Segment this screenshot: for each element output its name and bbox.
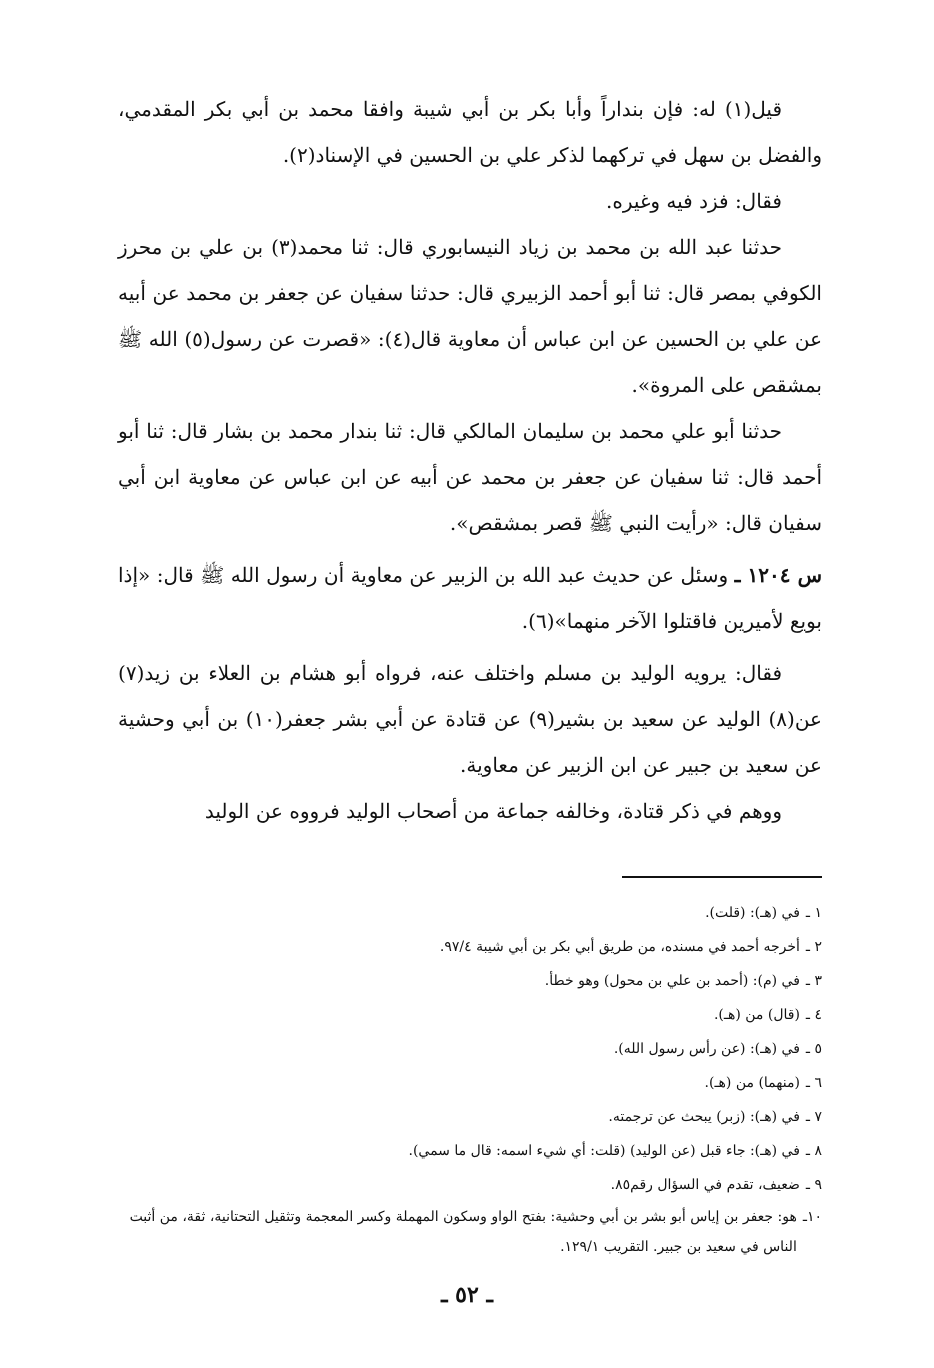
footnote-number: ١ ـ bbox=[805, 905, 822, 921]
footnote-number: ٦ ـ bbox=[805, 1075, 822, 1091]
footnote-10 bbox=[108, 1202, 822, 1262]
footnote-text: (قال) من (هـ). bbox=[713, 1007, 800, 1023]
footnote-number: ٧ ـ bbox=[805, 1109, 822, 1125]
footnote-number: ١٠ـ bbox=[802, 1209, 822, 1225]
footnote-number: ٤ ـ bbox=[805, 1007, 822, 1023]
main-text bbox=[118, 86, 822, 834]
footnote-9 bbox=[108, 1168, 822, 1202]
footnote-text: هو: جعفر بن إياس أبو بشر بن أبي وحشية: بفتح الواو وسكون المهملة وكسر المعجمة وتثقيل التحتانية، ثقة، من أثبت الناس في سعيد بن جبير. التقريب ١٢٩/١. bbox=[129, 1209, 797, 1255]
footnote-text: في (هـ): (زبر) يبحث عن ترجمته. bbox=[608, 1109, 800, 1125]
footnote-number: ٣ ـ bbox=[805, 973, 822, 989]
question-text: وسئل عن حديث عبد الله بن الزبير عن معاوية أن رسول الله ﷺ قال: «إذا بويع لأميرين فاقتلوا الآخر منهما»(٦). bbox=[118, 563, 822, 633]
footnote-text: في (هـ): (عن رأس رسول الله). bbox=[613, 1041, 800, 1057]
footnote-number: ٥ ـ bbox=[805, 1041, 822, 1057]
question-paragraph bbox=[118, 552, 822, 644]
footnote-text: ضعيف، تقدم في السؤال رقم٨٥. bbox=[610, 1177, 800, 1193]
answer-paragraph-2: ووهم في ذكر قتادة، وخالفه جماعة من أصحاب الوليد فرووه عن الوليد bbox=[204, 799, 782, 823]
paragraph-3: حدثنا عبد الله بن محمد بن زياد النيسابوري قال: ثنا محمد(٣) بن علي بن محرز الكوفي بمصر قال: ثنا أبو أحمد الزبيري قال: حدثنا سفيان عن جعفر بن محمد عن أبيه عن علي بن الحسين عن ابن عباس أن معاوية قال(٤): «قصرت عن رسول(٥) الله ﷺ بمشقص على المروة». bbox=[118, 235, 823, 397]
footnote-number: ٩ ـ bbox=[805, 1177, 822, 1193]
footnote-number: ٢ ـ bbox=[805, 939, 822, 955]
footnote-7 bbox=[108, 1100, 822, 1134]
footnote-5 bbox=[108, 1032, 822, 1066]
footnote-separator bbox=[622, 876, 822, 878]
footnote-8 bbox=[108, 1134, 822, 1168]
footnote-text: أخرجه أحمد في مسنده، من طريق أبي بكر بن أبي شيبة ٩٧/٤. bbox=[439, 939, 800, 955]
footnote-text: في (هـ): (قلت). bbox=[705, 905, 800, 921]
question-number: س ١٢٠٤ ـ bbox=[734, 563, 822, 587]
paragraph-2: فقال: فزد فيه وغيره. bbox=[606, 189, 782, 213]
answer-paragraph-1: فقال: يرويه الوليد بن مسلم واختلف عنه، فرواه أبو هشام بن العلاء بن زيد(٧) عن(٨) الوليد عن سعيد بن بشير(٩) عن قتادة عن أبي بشر جعفر(١٠) بن أبي وحشية عن سعيد بن جبير عن ابن الزبير عن معاوية. bbox=[118, 661, 822, 777]
footnote-number: ٨ ـ bbox=[805, 1143, 822, 1159]
footnote-2 bbox=[108, 930, 822, 964]
footnote-text: في (هـ): جاء قبل (عن الوليد) (قلت: أي شيء اسمه: قال ما سمي). bbox=[408, 1143, 800, 1159]
footnote-3 bbox=[108, 964, 822, 998]
footnote-6 bbox=[108, 1066, 822, 1100]
footnote-text: في (م): (أحمد بن علي بن محول) وهو خطأ. bbox=[544, 973, 800, 989]
paragraph-4: حدثنا أبو علي محمد بن سليمان المالكي قال: ثنا بندار محمد بن بشار قال: ثنا أبو أحمد قال: ثنا سفيان عن جعفر بن محمد عن أبيه عن ابن عباس عن معاوية ابن أبي سفيان قال: «رأيت النبي ﷺ قصر بمشقص». bbox=[118, 419, 822, 535]
paragraph-1: قيل(١) له: فإن بنداراً وأبا بكر بن أبي شيبة وافقا محمد بن أبي بكر المقدمي، والفضل بن سهل في تركهما لذكر علي بن الحسين في الإسناد(٢). bbox=[118, 97, 822, 167]
footnotes bbox=[108, 896, 822, 1262]
footnote-4 bbox=[108, 998, 822, 1032]
footnote-1 bbox=[108, 896, 822, 930]
page-number: ـ ٥٢ ـ bbox=[441, 1282, 493, 1308]
footnote-text: (منهما) من (هـ). bbox=[704, 1075, 800, 1091]
